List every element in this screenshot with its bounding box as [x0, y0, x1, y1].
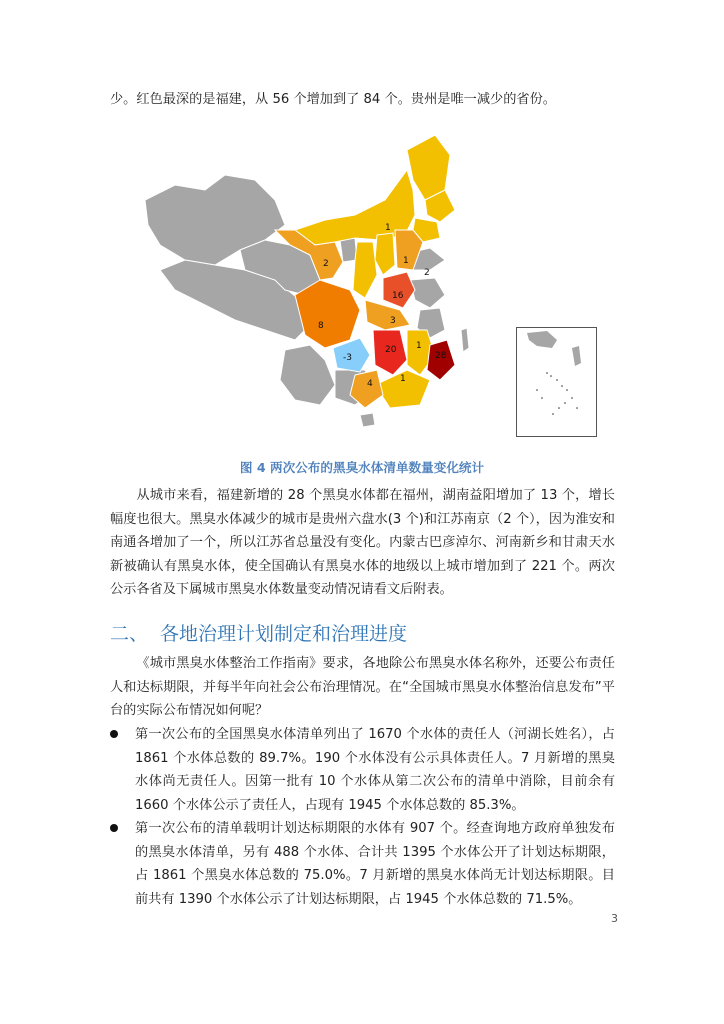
page-number: 3 — [611, 912, 618, 925]
label-guangxi: 4 — [367, 379, 373, 389]
label-hubei: 3 — [390, 316, 396, 326]
label-jiangxi: 1 — [416, 341, 422, 351]
paragraph-guideline: 《城市黑臭水体整治工作指南》要求，各地除公布黑臭水体名称外，还要公布责任人和达标期限，并每半年向社会公布治理情况。在“全国城市黑臭水体整治信息发布”平台的实际公布情况如何呢？ — [110, 656, 615, 718]
bullet-item-responsible: 第一次公布的全国黑臭水体清单列出了 1670 个水体的责任人（河湖长姓名），占 1861 个水体总数的 89.7%。190 个水体没有公示具体责任人。7 月新增的黑臭水体尚无责任人。因第一批有 10 个水体从第二次公布的清单中消除，目前余有 1660 个水体公示了责任人，占现有 1945 个水体总数的 85.3%。 — [135, 727, 615, 813]
province-henan — [383, 272, 415, 308]
china-province-map — [145, 130, 485, 430]
bullet-icon — [110, 824, 120, 834]
bullet-item-deadline: 第一次公布的清单载明计划达标期限的水体有 907 个。经查询地方政府单独发布的黑臭水体清单，另有 488 个水体、合计共 1395 个水体公开了计划达标期限，占 1861 个黑臭水体总数的 75.0%。7 月新增的黑臭水体尚无计划达标期限。目前共有 1390 个水体公示了计划达标期限，占 1945 个水体总数的 71.5%。 — [135, 821, 615, 907]
province-sichuan — [295, 280, 360, 348]
label-hunan: 20 — [385, 345, 397, 355]
label-sichuan: 8 — [318, 321, 324, 331]
top-line: 少。红色最深的是福建，从 56 个增加到了 84 个。贵州是唯一减少的省份。 — [110, 92, 556, 107]
province-jiangsu — [410, 278, 445, 308]
province-taiwan — [461, 328, 469, 352]
label-guangdong: 1 — [400, 374, 406, 384]
label-hebei: 2 — [424, 268, 430, 278]
label-guizhou: -3 — [343, 353, 352, 363]
province-yunnan — [280, 345, 335, 405]
label-fujian: 28 — [435, 351, 447, 361]
province-ningxia — [340, 238, 357, 262]
label-shanxi: 1 — [403, 256, 409, 266]
figure-caption: 图 4 两次公布的黑臭水体清单数量变化统计 — [239, 460, 485, 475]
bullet-icon — [110, 730, 120, 740]
province-shanxi — [375, 233, 395, 275]
province-shaanxi — [353, 242, 377, 298]
paragraph-city-analysis: 从城市来看，福建新增的 28 个黑臭水体都在福州，湖南益阳增加了 13 个，增长幅度也很大。黑臭水体减少的城市是贵州六盘水(3 个)和江苏南京（2 个），因为淮安和南通各增加了一个，所以江苏省总量没有变化。内蒙古巴彦淖尔、河南新乡和甘肃天水新被确认有黑臭水体，使全国确认有黑臭水体的地级以上城市增加到了 221 个。两次公示各省及下属城市黑臭水体数量变动情况请看文后附表。 — [110, 488, 615, 597]
section-heading — [110, 619, 407, 646]
province-hainan — [360, 413, 375, 427]
section-number: 二、 — [110, 623, 149, 645]
section-title: 各地治理计划制定和治理进度 — [160, 623, 408, 645]
label-inner-mongolia: 1 — [385, 223, 391, 233]
south-china-sea-inset — [516, 327, 597, 437]
label-henan: 16 — [392, 291, 404, 301]
label-gansu: 2 — [323, 259, 329, 269]
